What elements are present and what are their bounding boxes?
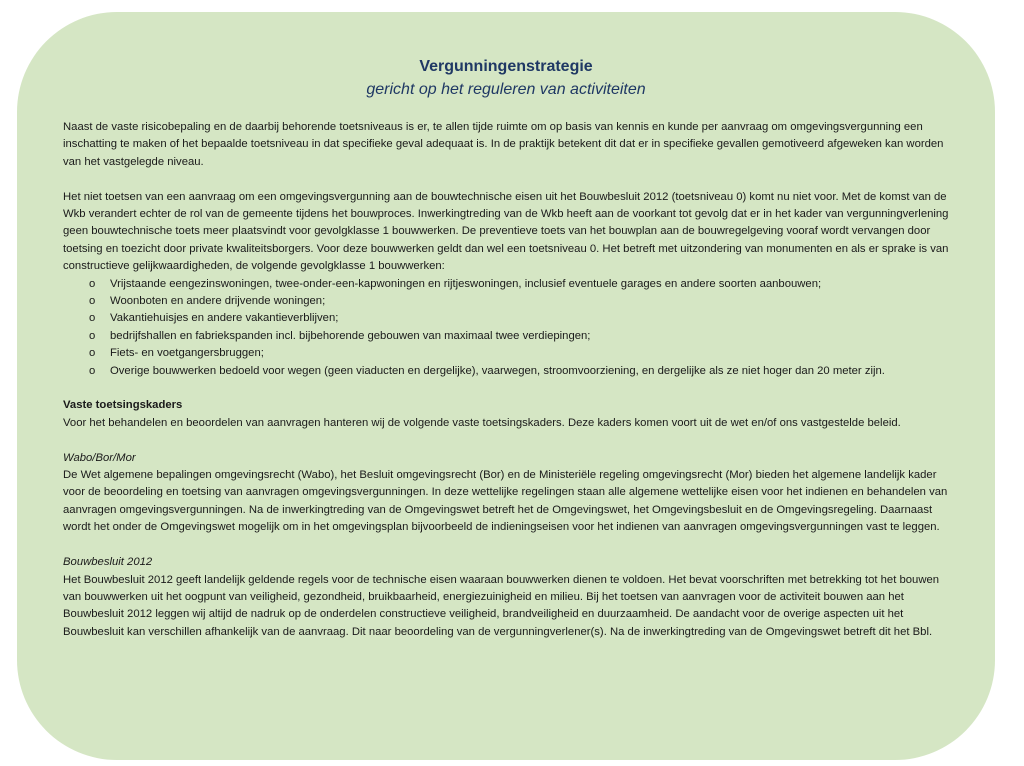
bullet-marker: o <box>89 312 96 325</box>
document-subtitle: gericht op het reguleren van activiteiten <box>366 81 646 98</box>
list-item <box>63 345 953 362</box>
document-body <box>63 119 953 641</box>
list-item-text: Vakantiehuisjes en andere vakantieverblijven; <box>110 312 339 325</box>
list-item <box>63 310 953 327</box>
list-item <box>63 363 953 380</box>
list-item-text: Fiets- en voetgangersbruggen; <box>110 347 264 360</box>
spacer <box>63 432 953 449</box>
section-text-toetsingskaders: Voor het behandelen en beoordelen van aanvragen hanteren wij de volgende vaste toetsingskaders. Deze kaders komen voort uit de wet en/of ons vastgestelde beleid. <box>63 416 901 429</box>
bouwwerken-list <box>63 276 953 380</box>
document-title: Vergunningenstrategie <box>419 58 593 75</box>
list-item <box>63 293 953 310</box>
section-heading-bouwbesluit: Bouwbesluit 2012 <box>63 556 153 569</box>
title-block <box>17 56 995 102</box>
bullet-marker: o <box>89 295 96 308</box>
bullet-marker: o <box>89 329 96 342</box>
list-item-text: Vrijstaande eengezinswoningen, twee-onder-een-kapwoningen en rijtjeswoningen, inclusief eventuele garages en andere soorten aanbouwen; <box>110 277 822 290</box>
section-text-wabo: De Wet algemene bepalingen omgevingsrecht (Wabo), het Besluit omgevingsrecht (Bor) en de Ministeriële regeling omgevingsrecht (Mor) bieden het algemene landelijk kader voor de beoordeling en toetsing van aanvragen omgevingsvergunningen. In deze wettelijke regelingen staan alle algemene wettelijke eisen voor het indienen en behandelen van aanvragen omgevingsvergunningen. Na de inwerkingtreding van de Omgevingswet betreft het de Omgevingswet, het Omgevingsbesluit en de Omgevingsregeling. Daarnaast wordt het onder de Omgevingswet mogelijk om in het omgevingsplan bijvoorbeeld de indieningseisen voor het indienen van aanvragen omgevingsvergunningen vast te leggen. <box>63 469 948 534</box>
spacer <box>63 537 953 554</box>
list-item <box>63 276 953 293</box>
list-item-text: bedrijfshallen en fabriekspanden incl. bijbehorende gebouwen van maximaal twee verdiepingen; <box>110 329 591 342</box>
bullet-marker: o <box>89 347 96 360</box>
section-text-bouwbesluit: Het Bouwbesluit 2012 geeft landelijk geldende regels voor de technische eisen waaraan bouwwerken dienen te voldoen. Het bevat voorschriften met betrekking tot het bouwen van bouwwerken uit het oogpunt van veiligheid, gezondheid, bruikbaarheid, energiezuinigheid en milieu. Bij het toetsen van aanvragen voor de activiteit bouwen aan het Bouwbesluit 2012 leggen wij altijd de nadruk op de onderdelen constructieve veiligheid, brandveiligheid en duurzaamheid. De aandacht voor de overige aspecten uit het Bouwbesluit kan verschillen afhankelijk van de aanvraag. Dit naar beoordeling van de vergunningverlener(s). Na de inwerkingtreding van de Omgevingswet betreft dit het Bbl. <box>63 573 940 638</box>
bullet-marker: o <box>89 277 96 290</box>
list-item-text: Overige bouwwerken bedoeld voor wegen (geen viaducten en dergelijke), vaarwegen, stroomvoorziening, en dergelijke als ze niet hoger dan 20 meter zijn. <box>110 364 885 377</box>
spacer <box>63 380 953 397</box>
list-item-text: Woonboten en andere drijvende woningen; <box>110 295 326 308</box>
section-heading-toetsingskaders: Vaste toetsingskaders <box>63 399 183 412</box>
section-heading-wabo: Wabo/Bor/Mor <box>63 451 136 464</box>
spacer <box>63 171 953 188</box>
paragraph-intro: Naast de vaste risicobepaling en de daarbij behorende toetsniveaus is er, te allen tijde ruimte om op basis van kennis en kunde per aanvraag om omgevingsvergunning een inschatting te maken of het bepaalde toetsniveau in dat specifieke geval adequaat is. In de praktijk betekent dit dat er in specifieke gevallen gemotiveerd afgeweken kan worden van het vastgelegde niveau. <box>63 121 944 168</box>
paragraph-wkb: Het niet toetsen van een aanvraag om een omgevingsvergunning aan de bouwtechnische eisen uit het Bouwbesluit 2012 (toetsniveau 0) komt nu niet voor. Met de komst van de Wkb verandert echter de rol van de gemeente tijdens het bouwproces. Inwerkingtreding van de Wkb heeft aan de voorkant tot gevolg dat er in het kader van vergunningverlening geen bouwtechnische toets meer plaatsvindt voor gevolgklasse 1 bouwwerken. De preventieve toets van het bouwplan aan de bouwregelgeving vooraf wordt vervangen door toetsing en toezicht door private kwaliteitsborgers. Voor deze bouwwerken geldt dan wel een toetsniveau 0. Het betreft met uitzondering van monumenten en als er sprake is van constructieve gelijkwaardigheden, de volgende gevolgklasse 1 bouwwerken: <box>63 190 949 273</box>
bullet-marker: o <box>89 364 96 377</box>
document-panel <box>17 12 995 760</box>
list-item <box>63 328 953 345</box>
